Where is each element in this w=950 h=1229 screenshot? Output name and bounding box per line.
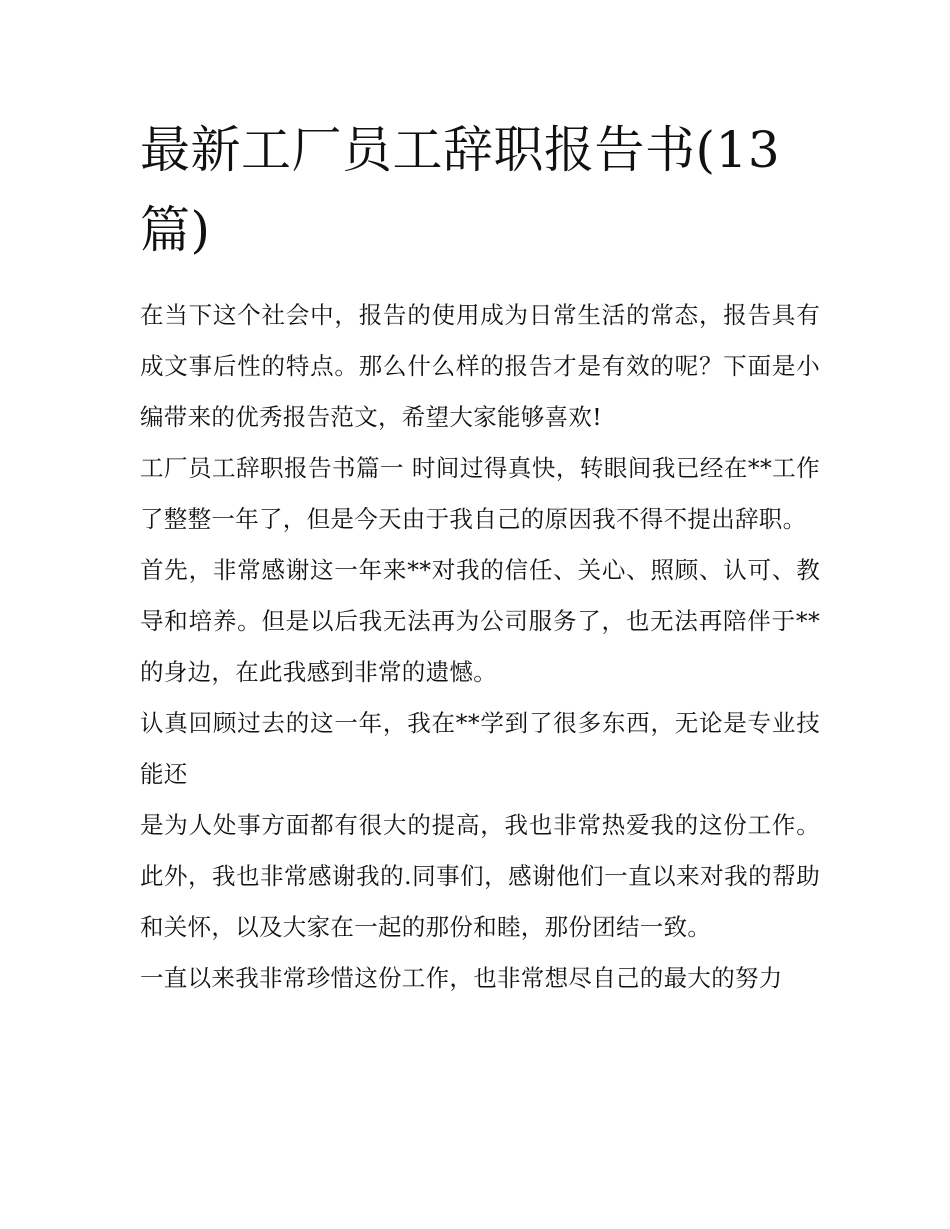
document-page [140, 110, 820, 1004]
paragraph: 一直以来我非常珍惜这份工作，也非常想尽自己的最大的努力 [140, 964, 783, 992]
paragraph: 在当下这个社会中，报告的使用成为日常生活的常态，报告具有成文事后性的特点。那么什么样的报告才是有效的呢？下面是小编带来的优秀报告范文，希望大家能够喜欢! [140, 301, 820, 431]
paragraph: 工厂员工辞职报告书篇一 时间过得真快，转眼间我已经在**工作了整整一年了，但是今天由于我自己的原因我不得不提出辞职。 [140, 454, 820, 533]
paragraph: 是为人处事方面都有很大的提高，我也非常热爱我的这份工作。此外，我也非常感谢我的.同事们，感谢他们一直以来对我的帮助和关怀，以及大家在一起的那份和睦，那份团结一致。 [140, 811, 820, 941]
document-title: 最新工厂员工辞职报告书(13篇) [140, 121, 781, 259]
paragraph: 认真回顾过去的这一年，我在**学到了很多东西，无论是专业技能还 [140, 709, 820, 788]
document-body [140, 290, 820, 1004]
paragraph: 首先，非常感谢这一年来**对我的信任、关心、照顾、认可、教导和培养。但是以后我无法再为公司服务了，也无法再陪伴于**的身边，在此我感到非常的遗憾。 [140, 556, 820, 686]
